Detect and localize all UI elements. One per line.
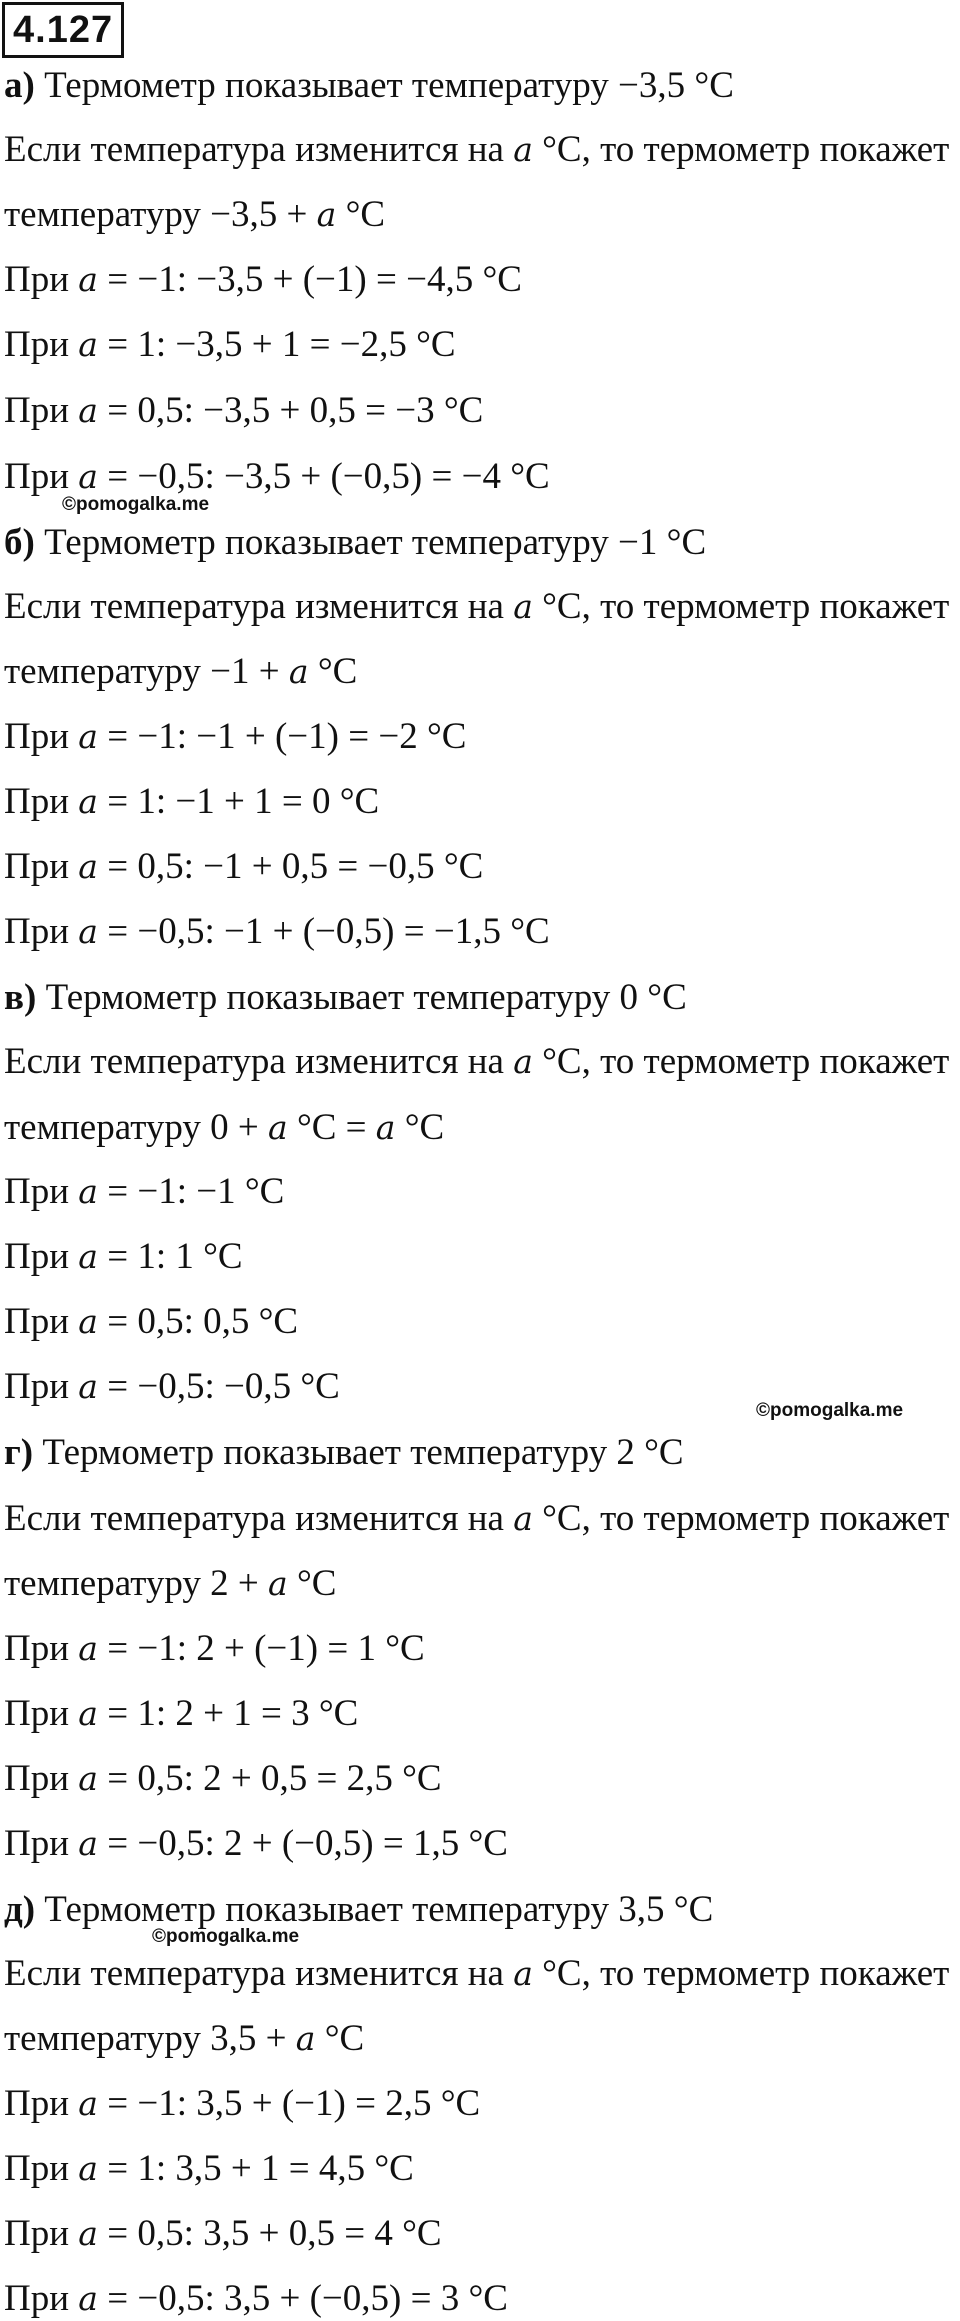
line-text: = −0,5: −3,5 + (−0,5) = −4 °C xyxy=(97,456,550,497)
variable-a: a xyxy=(375,1108,396,1147)
solution-line xyxy=(4,2017,364,2061)
line-text: При xyxy=(4,846,79,887)
variable-a: a xyxy=(268,1108,288,1147)
line-text: °C, то термометр покажет xyxy=(532,586,950,627)
variable-a: a xyxy=(513,1499,533,1538)
line-text: При xyxy=(4,1758,79,1799)
solution-line xyxy=(4,1952,949,1996)
line-text: температуру −3,5 + xyxy=(4,194,317,235)
line-text: = −0,5: −1 + (−0,5) = −1,5 °C xyxy=(97,911,550,952)
line-text: При xyxy=(4,2083,79,2124)
watermark: ©pomogalka.me xyxy=(756,1400,904,1421)
solution-line xyxy=(4,1497,949,1541)
variable-a: a xyxy=(78,1172,98,1211)
variable-a: a xyxy=(78,2084,98,2123)
line-text: температуру 2 + xyxy=(4,1563,269,1604)
problem-number: 4.127 xyxy=(2,2,124,58)
line-text: °C, то термометр покажет xyxy=(532,129,950,170)
variable-a: a xyxy=(268,1564,288,1603)
line-text: °C xyxy=(308,651,358,692)
variable-a: a xyxy=(78,2149,98,2188)
variable-a: a xyxy=(513,1042,533,1081)
line-text: = −0,5: 3,5 + (−0,5) = 3 °C xyxy=(97,2278,508,2319)
line-text: = 0,5: 3,5 + 0,5 = 4 °C xyxy=(97,2213,442,2254)
line-text: Если температура изменится на xyxy=(4,129,514,170)
solution-line xyxy=(4,1822,508,1866)
line-text: Если температура изменится на xyxy=(4,586,514,627)
variable-a: a xyxy=(78,1824,98,1863)
line-text: При xyxy=(4,1823,79,1864)
solution-line xyxy=(4,1106,444,1150)
variable-a: a xyxy=(78,847,98,886)
section-heading xyxy=(4,1888,713,1932)
line-text: При xyxy=(4,1171,79,1212)
solution-line xyxy=(4,1757,442,1801)
watermark: ©pomogalka.me xyxy=(62,494,210,515)
section-heading xyxy=(4,521,706,565)
solution-line xyxy=(4,455,550,499)
variable-a: a xyxy=(78,1629,98,1668)
line-text: = −0,5: 2 + (−0,5) = 1,5 °C xyxy=(97,1823,508,1864)
variable-a: a xyxy=(78,1367,98,1406)
variable-a: a xyxy=(78,717,98,756)
solution-line xyxy=(4,1300,298,1344)
line-text: При xyxy=(4,1301,79,1342)
line-text: = −1: −1 °C xyxy=(97,1171,285,1212)
solution-line xyxy=(4,389,483,433)
line-text: При xyxy=(4,2213,79,2254)
solution-line xyxy=(4,910,550,954)
line-text: °C, то термометр покажет xyxy=(532,1498,950,1539)
line-text: °C, то термометр покажет xyxy=(532,1041,950,1082)
line-text: °C xyxy=(287,1563,337,1604)
line-text: Термометр показывает температуру −1 °C xyxy=(34,522,707,563)
line-text: Если температура изменится на xyxy=(4,1498,514,1539)
line-text: При xyxy=(4,2148,79,2189)
solution-line xyxy=(4,2212,442,2256)
variable-a: a xyxy=(78,1302,98,1341)
line-text: Если температура изменится на xyxy=(4,1041,514,1082)
watermark: ©pomogalka.me xyxy=(152,1926,300,1947)
line-text: температуру −1 + xyxy=(4,651,289,692)
variable-a: a xyxy=(78,1237,98,1276)
section-label: д) xyxy=(4,1889,36,1930)
variable-a: a xyxy=(513,587,533,626)
line-text: °C = xyxy=(287,1107,376,1148)
line-text: = −1: 3,5 + (−1) = 2,5 °C xyxy=(97,2083,481,2124)
line-text: температуру 0 + xyxy=(4,1107,269,1148)
line-text: При xyxy=(4,1236,79,1277)
variable-a: a xyxy=(78,912,98,951)
variable-a: a xyxy=(78,2279,98,2318)
variable-a: a xyxy=(78,2214,98,2253)
solution-line xyxy=(4,1562,336,1606)
solution-line xyxy=(4,2277,508,2321)
variable-a: a xyxy=(78,1694,98,1733)
solution-line xyxy=(4,2147,414,2191)
solution-line xyxy=(4,1627,425,1671)
solution-line xyxy=(4,715,466,759)
section-heading xyxy=(4,1431,684,1475)
solution-line xyxy=(4,1365,340,1409)
line-text: = 1: −1 + 1 = 0 °C xyxy=(97,781,380,822)
solution-line xyxy=(4,2082,480,2126)
line-text: = 0,5: −3,5 + 0,5 = −3 °C xyxy=(97,390,484,431)
variable-a: a xyxy=(78,1759,98,1798)
variable-a: a xyxy=(78,457,98,496)
solution-line xyxy=(4,650,357,694)
line-text: = 1: 1 °C xyxy=(97,1236,243,1277)
variable-a: a xyxy=(78,782,98,821)
section-label: б) xyxy=(4,522,35,563)
line-text: При xyxy=(4,911,79,952)
solution-line xyxy=(4,323,456,367)
line-text: Термометр показывает температуру −3,5 °C xyxy=(34,65,734,106)
variable-a: a xyxy=(295,2019,316,2058)
line-text: При xyxy=(4,324,79,365)
variable-a: a xyxy=(78,391,98,430)
solution-line xyxy=(4,258,522,302)
line-text: Термометр показывает температуру 3,5 °C xyxy=(35,1889,714,1930)
line-text: При xyxy=(4,456,79,497)
line-text: = −0,5: −0,5 °C xyxy=(97,1366,340,1407)
solution-line xyxy=(4,585,949,629)
solution-line xyxy=(4,1040,949,1084)
line-text: При xyxy=(4,1693,79,1734)
line-text: = −1: −1 + (−1) = −2 °C xyxy=(97,716,467,757)
variable-a: a xyxy=(78,260,98,299)
line-text: температуру 3,5 + xyxy=(4,2018,296,2059)
section-heading xyxy=(4,64,734,108)
line-text: = 0,5: 0,5 °C xyxy=(97,1301,299,1342)
variable-a: a xyxy=(288,652,309,691)
line-text: При xyxy=(4,1366,79,1407)
section-label: в) xyxy=(4,977,37,1018)
line-text: При xyxy=(4,259,79,300)
line-text: °C xyxy=(336,194,386,235)
line-text: При xyxy=(4,716,79,757)
line-text: = −1: 2 + (−1) = 1 °C xyxy=(97,1628,425,1669)
line-text: = 1: 2 + 1 = 3 °C xyxy=(97,1693,359,1734)
solution-line xyxy=(4,1692,358,1736)
line-text: = 0,5: 2 + 0,5 = 2,5 °C xyxy=(97,1758,442,1799)
variable-a: a xyxy=(513,130,533,169)
line-text: Термометр показывает температуру 2 °C xyxy=(33,1432,684,1473)
line-text: °C, то термометр покажет xyxy=(532,1953,950,1994)
line-text: °C xyxy=(395,1107,445,1148)
variable-a: a xyxy=(78,325,98,364)
section-heading xyxy=(4,976,687,1020)
variable-a: a xyxy=(513,1954,533,1993)
line-text: При xyxy=(4,2278,79,2319)
solution-line xyxy=(4,128,949,172)
section-label: а) xyxy=(4,65,35,106)
line-text: = 1: −3,5 + 1 = −2,5 °C xyxy=(97,324,456,365)
section-label: г) xyxy=(4,1432,34,1473)
solution-line xyxy=(4,845,483,889)
variable-a: a xyxy=(316,195,337,234)
line-text: Термометр показывает температуру 0 °C xyxy=(36,977,687,1018)
line-text: = 1: 3,5 + 1 = 4,5 °C xyxy=(97,2148,414,2189)
line-text: = 0,5: −1 + 0,5 = −0,5 °C xyxy=(97,846,484,887)
line-text: При xyxy=(4,1628,79,1669)
line-text: При xyxy=(4,390,79,431)
solution-line xyxy=(4,780,379,824)
line-text: Если температура изменится на xyxy=(4,1953,514,1994)
line-text: При xyxy=(4,781,79,822)
solution-line xyxy=(4,1235,243,1279)
line-text: °C xyxy=(315,2018,365,2059)
solution-line xyxy=(4,1170,284,1214)
solution-line xyxy=(4,193,385,237)
line-text: = −1: −3,5 + (−1) = −4,5 °C xyxy=(97,259,522,300)
